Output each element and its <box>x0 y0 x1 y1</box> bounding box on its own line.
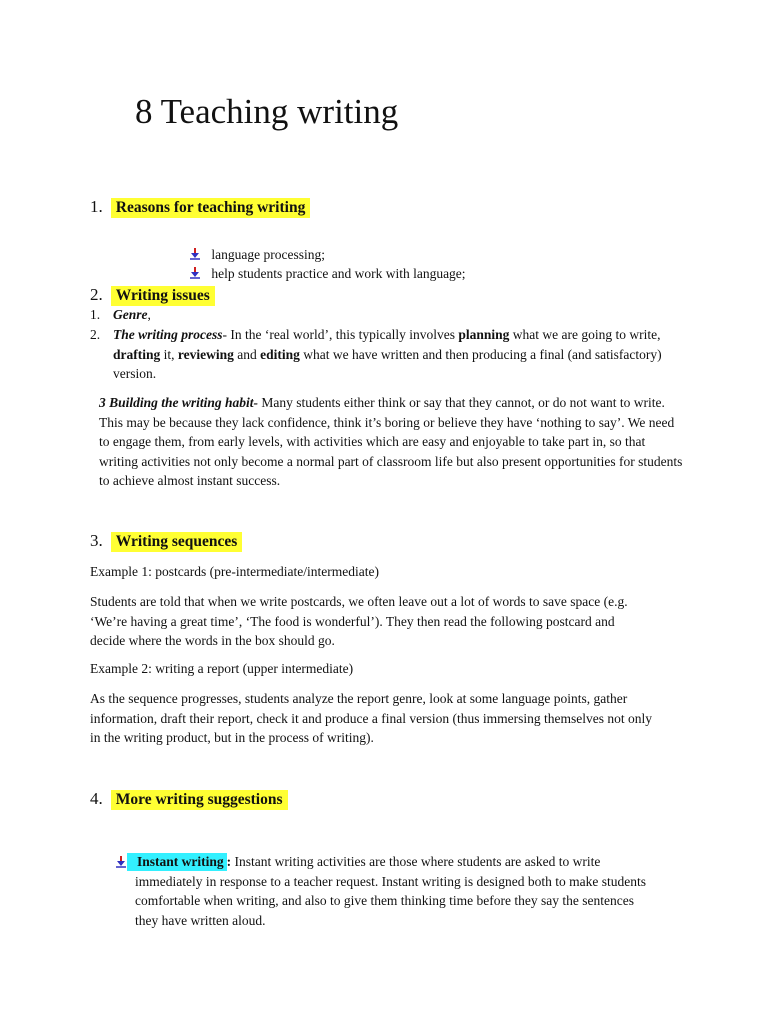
list-item-text: help students practice and work with language; <box>211 266 466 281</box>
section-2-heading <box>90 285 215 305</box>
list-item <box>188 245 325 265</box>
list-item <box>188 264 466 284</box>
section-number: 4. <box>90 789 103 808</box>
example-1-text: Students are told that when we write postcards, we often leave out a lot of words to save space (e.g. ‘We’re having a great time’, ‘The food is wonderful’). They then read the following postcard and decide where the words in the box should go. <box>90 594 628 648</box>
example-2-text: As the sequence progresses, students analyze the report genre, look at some language points, gather information, draft their report, check it and produce a final version (thus immersing themselves not only in the writing product, but in the process of writing). <box>90 691 652 745</box>
arrow-bullet-icon <box>114 855 128 869</box>
instant-writing-item: Instant writing : Instant writing activities are those where students are asked to write immediately in response to a teacher request. Instant writing is designed both to make students comfortable when writing, and also to give them thinking time before they say the sentences they have written aloud. <box>135 852 655 930</box>
list-item-text: language processing; <box>211 247 325 262</box>
section-heading-text: Writing issues <box>111 286 215 306</box>
section-heading-text: Writing sequences <box>111 532 243 552</box>
item-label: 3 Building the writing habit- <box>99 395 259 410</box>
item-punct: , <box>147 307 151 322</box>
arrow-bullet-icon <box>188 266 202 280</box>
example-1-title: Example 1: postcards (pre-intermediate/intermediate) <box>90 564 380 579</box>
section-4-heading <box>90 789 288 809</box>
section-number: 2. <box>90 285 103 304</box>
item-number: 2. <box>90 327 101 342</box>
page-title: 8 Teaching writing <box>135 92 399 131</box>
arrow-bullet-icon <box>188 247 202 261</box>
section-1-heading <box>90 197 310 217</box>
item-label: Genre <box>113 307 148 322</box>
item-number: 1. <box>90 307 101 322</box>
numbered-item-writing-process: The writing process- In the ‘real world’, this typically involves planning what we are going to write, drafting it, reviewing and editing what we have written and then producing a final (and satisfactory) version. <box>113 327 662 381</box>
numbered-item-genre <box>90 305 151 325</box>
paragraph-writing-habit: 3 Building the writing habit- Many students either think or say that they cannot, or do not want to write. This may be because they lack confidence, think it’s boring or believe they have ‘nothing to say’. We need to engage them, from early levels, with activities which are easy and enjoyable to take part in, so that writing activities not only become a normal part of classroom life but also present opportunities for students to achieve almost instant success. <box>99 395 683 488</box>
item-label: Instant writing <box>127 853 227 871</box>
section-heading-text: More writing suggestions <box>111 790 288 810</box>
section-number: 3. <box>90 531 103 550</box>
item-label: The writing process <box>113 327 223 342</box>
section-heading-text: Reasons for teaching writing <box>111 198 311 218</box>
section-3-heading <box>90 531 242 551</box>
example-2-title: Example 2: writing a report (upper intermediate) <box>90 661 354 676</box>
section-number: 1. <box>90 197 103 216</box>
